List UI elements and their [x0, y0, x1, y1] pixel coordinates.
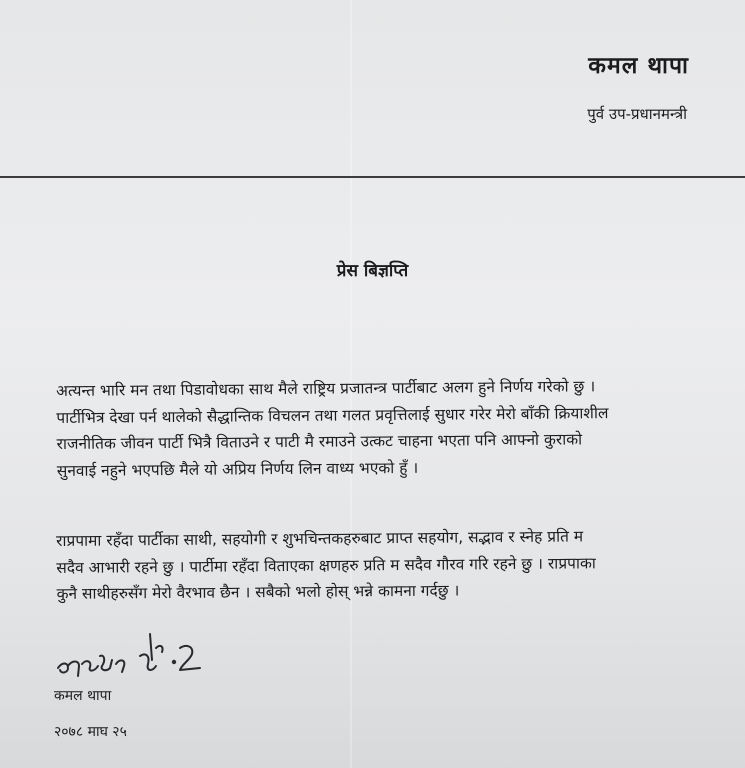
paragraph-line: कुनै साथीहरुसँग मेरो वैरभाव छैन । सबैको भलो होस् भन्ने कामना गर्दछु । — [56, 581, 460, 604]
paragraph-line: राप्रपामा रहँदा पार्टीका साथी, सहयोगी र शुभचिन्तकहरुबाट प्राप्त सहयोग, सद्भाव र स्नेह प्रति म — [56, 527, 584, 550]
paragraph-line: सदैव आभारी रहने छु । पार्टीमा रहँदा विताएका क्षणहरु प्रति म सदैव गौरव गरि रहने छु । राप्रपाका — [56, 553, 596, 577]
letterhead-title: पुर्व उप-प्रधानमन्त्री — [587, 105, 687, 123]
letterhead-divider — [0, 176, 745, 178]
body-paragraph-1 — [56, 372, 707, 484]
paragraph-line: अत्यन्त भारि मन तथा पिडावोधका साथ मैले राष्ट्रिय प्रजातन्त्र पार्टीबाट अलग हुने निर्णय गरेको छु । — [56, 377, 596, 400]
body-paragraph-2 — [56, 522, 707, 608]
document-title: प्रेस बिज्ञप्ति — [336, 261, 409, 281]
letterhead-name: कमल थापा — [588, 53, 689, 79]
paragraph-line: सुनवाई नहुने भएपछि मैले यो अप्रिय निर्णय लिन वाध्य भएको हुँ । — [56, 458, 419, 480]
paragraph-line: पार्टीभित्र देखा पर्न थालेको सैद्धान्तिक विचलन तथा गलत प्रवृत्तिलाई सुधार गरेर मेरो बाँकी क्रियाशील — [56, 403, 609, 427]
signatory-name: कमल थापा — [54, 688, 112, 704]
handwritten-signature — [52, 626, 222, 684]
paragraph-line: राजनीतिक जीवन पार्टी भित्रै विताउने र पाटी मै रमाउने उत्कट चाहना भएता पनि आफ्नो कुराको — [56, 430, 583, 454]
letter-date: २०७८ माघ २५ — [54, 724, 127, 740]
